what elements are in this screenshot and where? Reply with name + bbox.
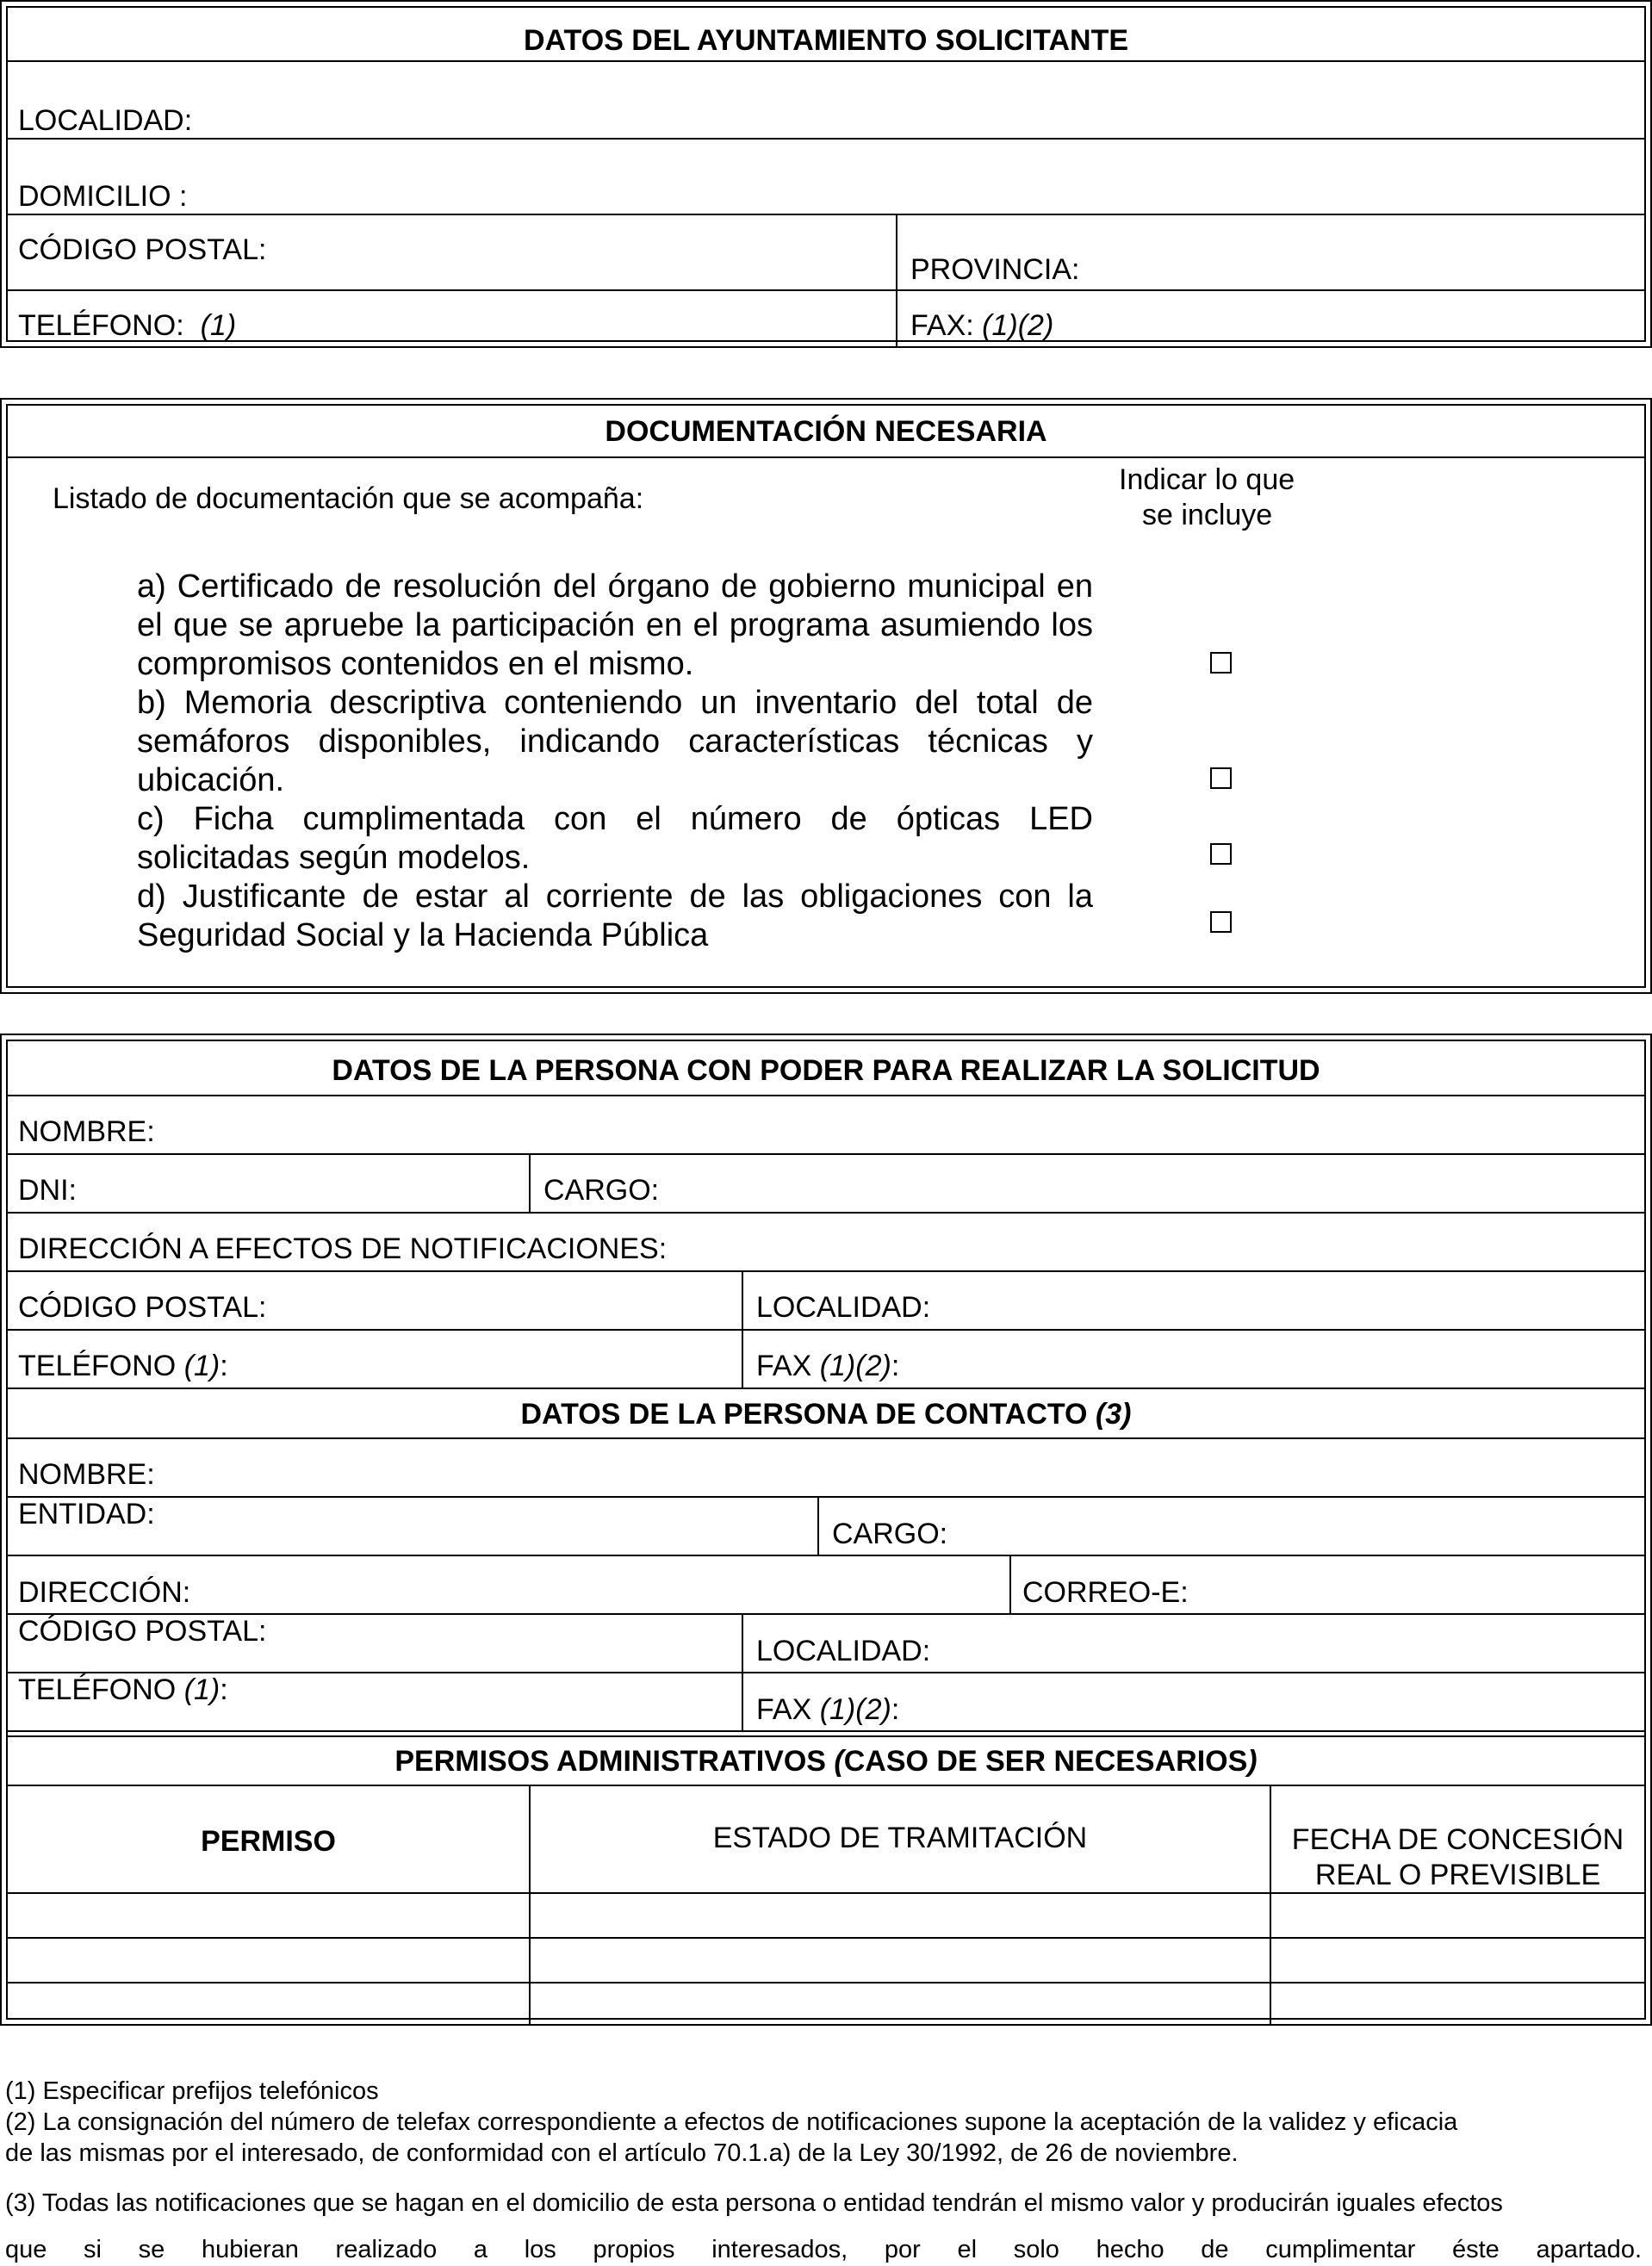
poder-nombre-label: NOMBRE: — [18, 1115, 155, 1148]
permiso-row-2[interactable] — [8, 1939, 1644, 1982]
contacto-localidad-label: LOCALIDAD: — [756, 1635, 931, 1667]
divider — [8, 456, 1644, 458]
provincia-field[interactable] — [897, 215, 1644, 289]
persona-contacto-title — [8, 1397, 1644, 1431]
telefono-field[interactable] — [8, 291, 896, 346]
poder-cargo-label: CARGO: — [543, 1174, 660, 1207]
contacto-telefono-colon: : — [220, 1673, 228, 1706]
contacto-title-note: (3) — [1095, 1398, 1132, 1431]
contacto-fax-note: (1)(2) — [819, 1693, 891, 1726]
poder-telefono-note: (1) — [183, 1350, 220, 1382]
contacto-localidad-field[interactable] — [743, 1615, 1644, 1672]
contacto-fax-text: FAX — [756, 1693, 812, 1726]
ayuntamiento-title: DATOS DEL AYUNTAMIENTO SOLICITANTE — [523, 24, 1129, 57]
contacto-nombre-field[interactable] — [8, 1439, 1644, 1496]
poder-fax-label — [756, 1349, 899, 1383]
note-3-line-1: (3) Todas las notificaciones que se hagan en el domicilio de esta persona o entidad tendrán el mismo valor y producirán iguales efectos — [5, 2189, 1503, 2217]
col-fecha-header-1: FECHA DE CONCESIÓN — [1291, 1823, 1624, 1856]
contacto-telefono-note: (1) — [183, 1673, 220, 1706]
listado-label: Listado de documentación que se acompaña: — [53, 482, 644, 515]
poder-fax-text: FAX — [756, 1350, 812, 1382]
permisos-title-a: PERMISOS ADMINISTRATIVOS — [394, 1745, 826, 1778]
indicar-label-1: Indicar lo que — [1119, 463, 1295, 496]
doc-item-c: c) Ficha cumplimentada con el número de ópticas LED solicitadas según modelos. — [137, 801, 1093, 876]
telefono-text: TELÉFONO: — [18, 309, 184, 342]
poder-telefono-text: TELÉFONO — [18, 1350, 177, 1382]
poder-fax-colon: : — [891, 1350, 900, 1382]
checkbox-doc-b[interactable] — [1210, 767, 1232, 789]
contacto-direccion-label: DIRECCIÓN: — [18, 1576, 191, 1609]
provincia-label: PROVINCIA: — [910, 253, 1080, 286]
domicilio-field[interactable] — [8, 140, 1644, 214]
poder-cp-label: CÓDIGO POSTAL: — [18, 1291, 267, 1324]
persona-poder-title: DATOS DE LA PERSONA CON PODER PARA REALIZAR LA SOLICITUD — [332, 1054, 1320, 1087]
fax-note: (1)(2) — [982, 309, 1054, 342]
telefono-note: (1) — [200, 309, 237, 342]
checkbox-doc-a[interactable] — [1210, 652, 1232, 674]
solicitante-box — [6, 1040, 1646, 2020]
divider — [8, 1730, 1644, 1732]
poder-direccion-field[interactable] — [8, 1214, 1644, 1270]
divider — [1270, 1786, 1271, 2025]
divider — [742, 1272, 743, 1388]
permiso-row-3[interactable] — [8, 1984, 1644, 2021]
permisos-title — [8, 1744, 1644, 1779]
poder-direccion-label: DIRECCIÓN A EFECTOS DE NOTIFICACIONES: — [18, 1232, 668, 1265]
col-permiso-header: PERMISO — [201, 1825, 336, 1858]
poder-telefono-colon: : — [220, 1350, 228, 1382]
contacto-correo-field[interactable] — [1011, 1556, 1644, 1613]
contacto-entidad-label: ENTIDAD: — [18, 1498, 155, 1530]
note-3-line-2: que si se hubieran realizado a los propios interesados, por el solo hecho de cumplimentar éste apartado. — [5, 2236, 1642, 2263]
telefono-label — [18, 308, 236, 343]
note-1: (1) Especificar prefijos telefónicos — [5, 2077, 379, 2105]
poder-nombre-field[interactable] — [8, 1096, 1644, 1153]
divider — [742, 1615, 743, 1730]
col-estado-header: ESTADO DE TRAMITACIÓN — [712, 1822, 1088, 1854]
contacto-telefono-text: TELÉFONO — [18, 1673, 177, 1706]
poder-dni-label: DNI: — [18, 1174, 77, 1207]
doc-item-a: a) Certificado de resolución del órgano de gobierno municipal en el que se apruebe la participación en el programa asumiendo los compromisos contenidos en el mismo. — [137, 568, 1093, 682]
ayuntamiento-section — [0, 0, 1652, 348]
contacto-direccion-field[interactable] — [8, 1556, 1009, 1613]
solicitante-section — [0, 1034, 1652, 2026]
documentacion-title: DOCUMENTACIÓN NECESARIA — [605, 415, 1047, 448]
contacto-telefono-field[interactable] — [8, 1673, 742, 1730]
col-fecha-header-2: REAL O PREVISIBLE — [1314, 1859, 1601, 1891]
contacto-nombre-label: NOMBRE: — [18, 1458, 155, 1491]
note-2-line-1: (2) La consignación del número de telefax correspondiente a efectos de notificaciones supone la aceptación de la validez y eficacia — [5, 2108, 1458, 2136]
poder-telefono-label — [18, 1349, 228, 1383]
poder-localidad-field[interactable] — [743, 1272, 1644, 1329]
contacto-telefono-label — [18, 1673, 228, 1707]
permiso-row-1[interactable] — [8, 1894, 1644, 1937]
permisos-title-b: ( — [834, 1745, 844, 1778]
divider — [8, 1735, 1644, 1737]
poder-dni-field[interactable] — [8, 1155, 529, 1212]
domicilio-label: DOMICILIO : — [18, 180, 188, 213]
divider — [529, 1786, 531, 2025]
contacto-cargo-field[interactable] — [819, 1498, 1644, 1555]
codigo-postal-field[interactable] — [8, 215, 896, 289]
localidad-label: LOCALIDAD: — [18, 104, 193, 137]
divider — [8, 1388, 1644, 1389]
contacto-fax-label — [756, 1692, 899, 1727]
contacto-correo-label: CORREO-E: — [1022, 1576, 1189, 1609]
doc-item-d: d) Justificante de estar al corriente de las obligaciones con la Seguridad Social y la Hacienda Pública — [137, 878, 1093, 953]
checkbox-doc-c[interactable] — [1210, 843, 1232, 865]
poder-fax-field[interactable] — [743, 1331, 1644, 1388]
documentacion-box — [6, 404, 1646, 988]
contacto-cargo-label: CARGO: — [832, 1518, 948, 1550]
indicar-label-2: se incluye — [1142, 499, 1273, 531]
poder-cp-field[interactable] — [8, 1272, 742, 1329]
fax-label — [910, 308, 1053, 343]
note-2-line-2: de las mismas por el interesado, de conformidad con el artículo 70.1.a) de la Ley 30/1992, de 26 de noviembre. — [5, 2139, 1239, 2167]
fax-field[interactable] — [897, 291, 1644, 346]
poder-telefono-field[interactable] — [8, 1331, 742, 1388]
contacto-fax-field[interactable] — [743, 1673, 1644, 1730]
doc-item-b: b) Memoria descriptiva conteniendo un inventario del total de semáforos disponibles, indicando características técnicas y ubicación. — [137, 685, 1093, 798]
divider — [8, 1785, 1644, 1786]
permisos-title-c: CASO DE SER NECESARIOS — [843, 1745, 1248, 1778]
localidad-field[interactable] — [8, 62, 1644, 138]
contacto-cp-label: CÓDIGO POSTAL: — [18, 1615, 267, 1648]
contacto-title-text: DATOS DE LA PERSONA DE CONTACTO — [520, 1398, 1088, 1431]
permisos-title-d: ) — [1247, 1745, 1258, 1778]
poder-localidad-label: LOCALIDAD: — [756, 1291, 931, 1324]
fax-text: FAX: — [910, 309, 974, 342]
contacto-fax-colon: : — [891, 1693, 900, 1726]
codigo-postal-label: CÓDIGO POSTAL: — [18, 233, 267, 266]
checkbox-doc-d[interactable] — [1210, 911, 1232, 933]
poder-cargo-field[interactable] — [531, 1155, 1644, 1212]
ayuntamiento-box — [6, 6, 1646, 342]
poder-fax-note: (1)(2) — [819, 1350, 891, 1382]
documentacion-section — [0, 398, 1652, 994]
contacto-entidad-field[interactable] — [8, 1498, 817, 1555]
contacto-cp-field[interactable] — [8, 1615, 742, 1672]
